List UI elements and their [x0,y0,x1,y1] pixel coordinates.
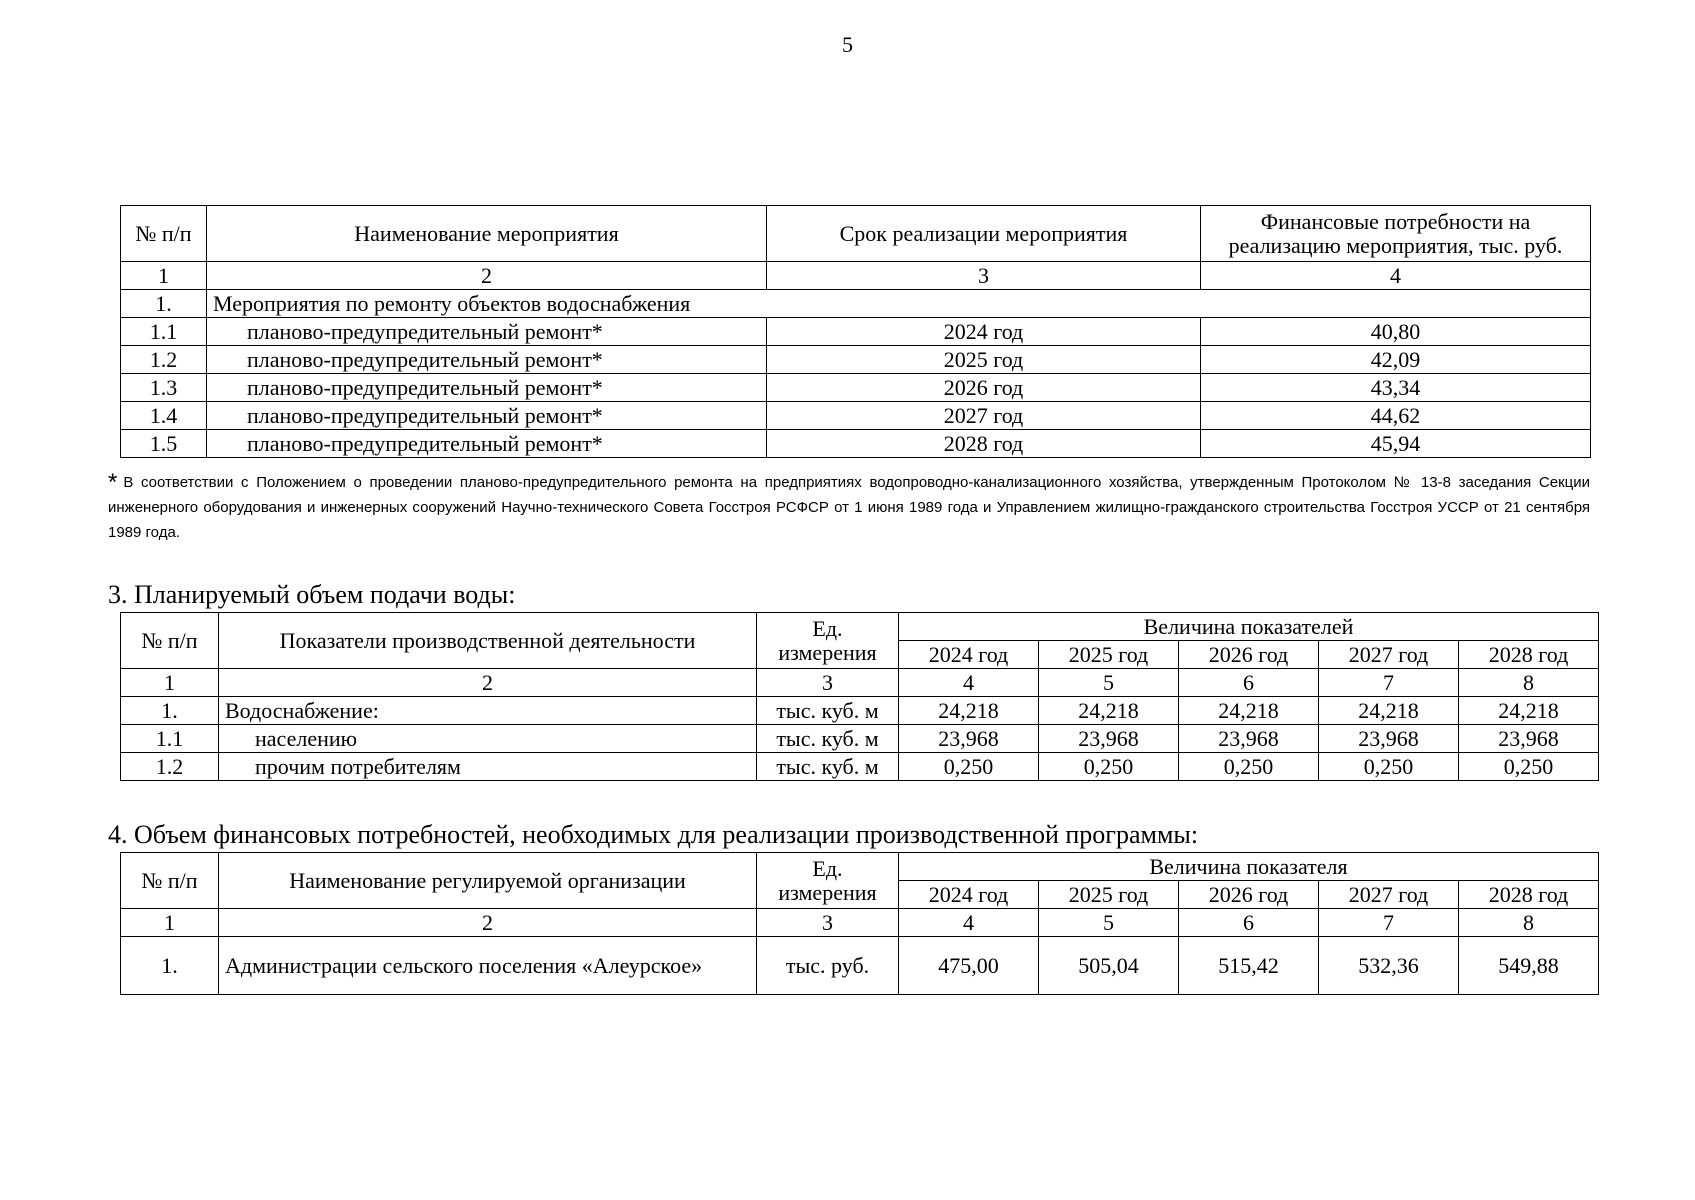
header-values-group: Величина показателя [899,853,1599,881]
table-header-row [121,206,1591,262]
header-num: № п/п [121,613,219,669]
table-row [121,402,1591,430]
row-value: 23,968 [899,725,1039,753]
row-num: 1.1 [121,725,219,753]
col-number: 8 [1459,669,1599,697]
row-name: населению [219,725,757,753]
row-value: 532,36 [1319,937,1459,995]
header-year: 2025 год [1039,881,1179,909]
header-name: Наименование мероприятия [207,206,767,262]
row-name: Водоснабжение: [219,697,757,725]
section4-title: 4. Объем финансовых потребностей, необходимых для реализации производственной программы: [108,820,1199,849]
header-finance: Финансовые потребности на реализацию мероприятия, тыс. руб. [1201,206,1591,262]
col-number: 8 [1459,909,1599,937]
table-row [121,346,1591,374]
row-name: планово-предупредительный ремонт* [207,402,767,430]
row-value: 40,80 [1201,318,1591,346]
column-number-row [121,909,1599,937]
row-value: 24,218 [899,697,1039,725]
col-number: 4 [899,669,1039,697]
row-num: 1. [121,937,219,995]
row-value: 23,968 [1179,725,1319,753]
header-num: № п/п [121,206,207,262]
row-num: 1.2 [121,753,219,781]
row-term: 2026 год [767,374,1201,402]
page-number: 5 [842,32,853,57]
row-value: 24,218 [1459,697,1599,725]
row-value: 23,968 [1459,725,1599,753]
row-name: планово-предупредительный ремонт* [207,346,767,374]
col-number: 2 [207,262,767,290]
header-year: 2024 год [899,881,1039,909]
row-value: 505,04 [1039,937,1179,995]
col-number: 3 [757,909,899,937]
row-value: 0,250 [1179,753,1319,781]
header-organization: Наименование регулируемой организации [219,853,757,909]
col-number: 3 [767,262,1201,290]
header-indicator: Показатели производственной деятельности [219,613,757,669]
row-num: 1. [121,697,219,725]
row-value: 23,968 [1319,725,1459,753]
column-number-row [121,262,1591,290]
table-header-row [121,853,1599,881]
row-unit: тыс. куб. м [757,753,899,781]
col-number: 5 [1039,909,1179,937]
col-number: 2 [219,669,757,697]
header-year: 2026 год [1179,881,1319,909]
financial-needs-table [120,852,1599,995]
row-value: 0,250 [1319,753,1459,781]
row-value: 24,218 [1039,697,1179,725]
group-row [121,290,1591,318]
row-term: 2028 год [767,430,1201,458]
row-value: 0,250 [1459,753,1599,781]
row-unit: тыс. куб. м [757,697,899,725]
table-row [121,697,1599,725]
header-term: Срок реализации мероприятия [767,206,1201,262]
header-year: 2025 год [1039,641,1179,669]
row-value: 44,62 [1201,402,1591,430]
row-value: 515,42 [1179,937,1319,995]
row-value: 0,250 [899,753,1039,781]
col-number: 6 [1179,669,1319,697]
section3-title: 3. Планируемый объем подачи воды: [108,580,516,609]
header-year: 2027 год [1319,881,1459,909]
row-unit: тыс. куб. м [757,725,899,753]
row-num: 1.5 [121,430,207,458]
footnote-star: * [108,469,118,496]
col-number: 5 [1039,669,1179,697]
row-name: планово-предупредительный ремонт* [207,430,767,458]
col-number: 4 [1201,262,1591,290]
header-year: 2027 год [1319,641,1459,669]
row-value: 475,00 [899,937,1039,995]
row-term: 2025 год [767,346,1201,374]
table-header-row [121,613,1599,641]
row-term: 2027 год [767,402,1201,430]
table-row [121,374,1591,402]
footnote [108,470,1590,545]
row-value: 23,968 [1039,725,1179,753]
table-row [121,725,1599,753]
col-number: 4 [899,909,1039,937]
col-number: 7 [1319,669,1459,697]
row-unit: тыс. руб. [757,937,899,995]
header-year: 2024 год [899,641,1039,669]
row-num: 1.3 [121,374,207,402]
col-number: 6 [1179,909,1319,937]
row-value: 42,09 [1201,346,1591,374]
column-number-row [121,669,1599,697]
header-values-group: Величина показателей [899,613,1599,641]
row-value: 24,218 [1179,697,1319,725]
row-value: 43,34 [1201,374,1591,402]
table-row [121,318,1591,346]
row-name: планово-предупредительный ремонт* [207,318,767,346]
header-year: 2028 год [1459,881,1599,909]
table-row [121,753,1599,781]
row-num: 1.4 [121,402,207,430]
col-number: 1 [121,669,219,697]
table-row [121,937,1599,995]
repair-measures-table [120,205,1591,458]
group-name: Мероприятия по ремонту объектов водоснабжения [207,290,1591,318]
header-num: № п/п [121,853,219,909]
header-unit: Ед. измерения [757,853,899,909]
col-number: 2 [219,909,757,937]
water-supply-table [120,612,1599,781]
col-number: 1 [121,909,219,937]
row-name: прочим потребителям [219,753,757,781]
row-value: 0,250 [1039,753,1179,781]
col-number: 3 [757,669,899,697]
footnote-text: В соответствии с Положением о проведении планово-предупредительного ремонта на предприятиях водопроводно-канализационного хозяйства, утвержденным Протоколом № 13-8 заседания Секции инженерного оборудования и инженерных сооружений Научно-технического Совета Госстроя РСФСР от 1 июня 1989 года и Управлением жилищно-гражданского строительства Госстроя УССР от 21 сентября 1989 года. [108,474,1590,541]
header-year: 2028 год [1459,641,1599,669]
row-num: 1.1 [121,318,207,346]
row-name: планово-предупредительный ремонт* [207,374,767,402]
row-value: 45,94 [1201,430,1591,458]
table-row [121,430,1591,458]
row-num: 1.2 [121,346,207,374]
row-value: 24,218 [1319,697,1459,725]
header-unit: Ед. измерения [757,613,899,669]
header-year: 2026 год [1179,641,1319,669]
row-term: 2024 год [767,318,1201,346]
row-organization: Администрации сельского поселения «Алеурское» [219,937,757,995]
col-number: 7 [1319,909,1459,937]
row-value: 549,88 [1459,937,1599,995]
group-num: 1. [121,290,207,318]
col-number: 1 [121,262,207,290]
